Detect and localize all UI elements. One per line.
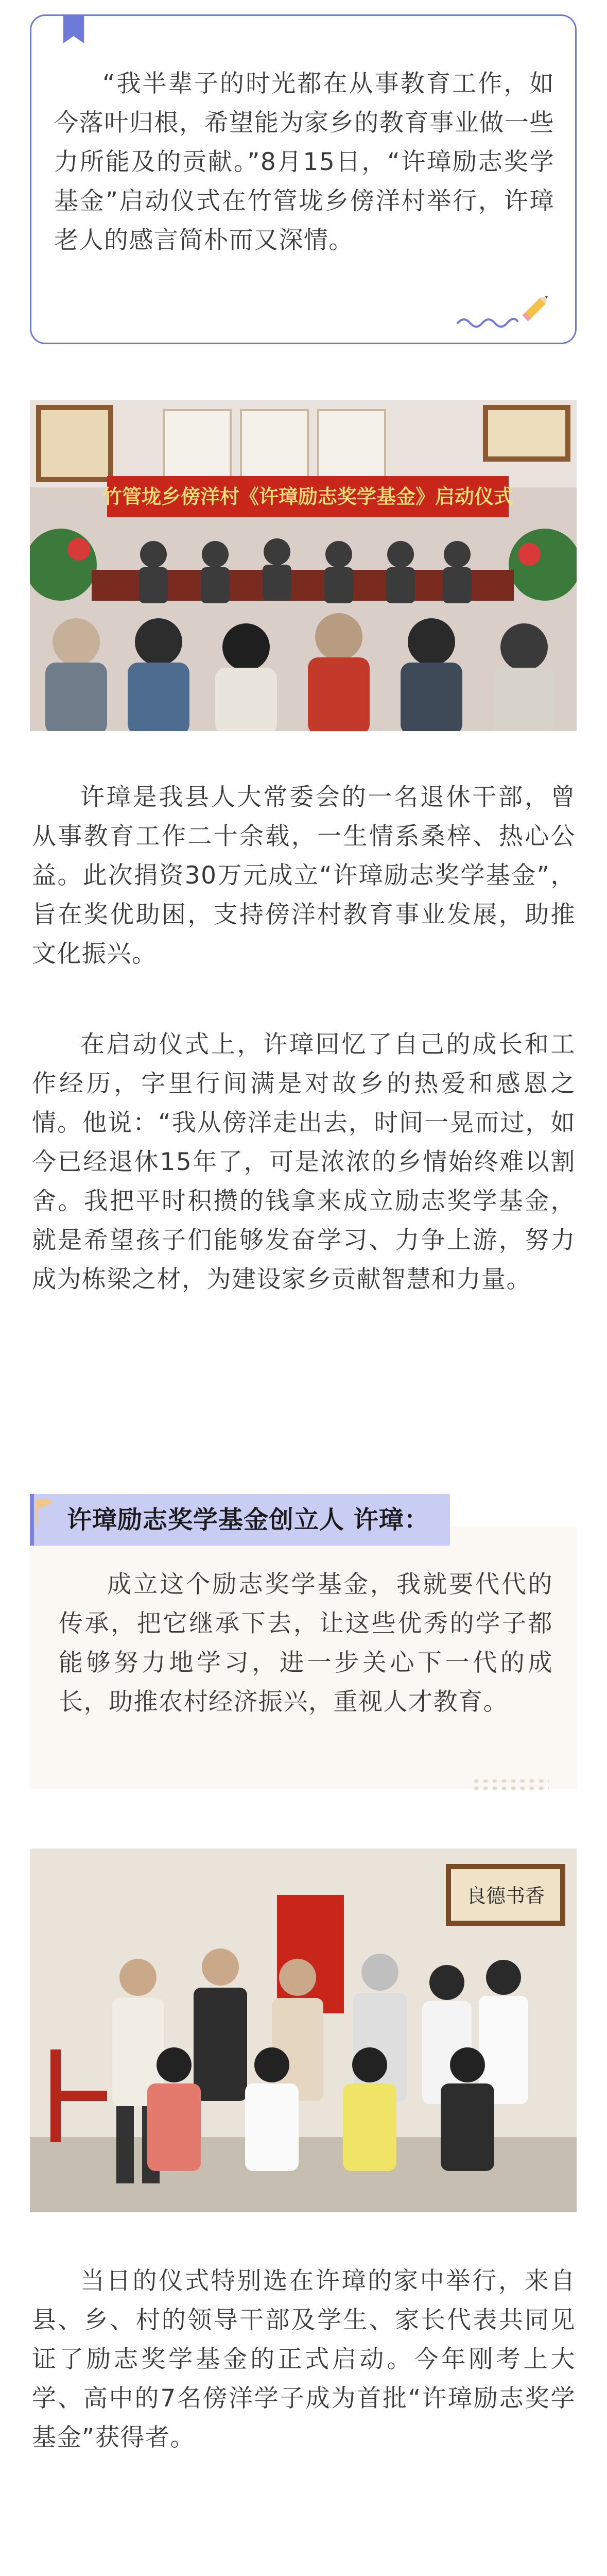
founder-quote-body [30, 1526, 577, 1789]
bookmark-icon [63, 14, 84, 43]
paragraph-1: 许璋是我县人大常委会的一名退休干部，曾从事教育工作二十余载，一生情系桑梓、热心公益。此次捐资30万元成立“许璋励志奖学基金”，旨在奖优助困，支持傍洋村教育事业发展，助推文化振兴。 [32, 783, 576, 968]
flag-icon [34, 1497, 55, 1528]
pencil-icon [518, 289, 554, 325]
intro-quote-box [30, 14, 577, 344]
founder-quote-text: 成立这个励志奖学基金，我就要代代的传承，把它继承下去，让这些优秀的学子都能够努力地学习，进一步关心下一代的成长，助推农村经济振兴，重视人才教育。 [59, 1570, 553, 1716]
paragraph-3: 当日的仪式特别选在许璋的家中举行，来自县、乡、村的领导干部及学生、家长代表共同见证了励志奖学基金的正式启动。今年刚考上大学、高中的7名傍洋学子成为首批“许璋励志奖学基金”获得者。 [32, 2267, 576, 2452]
squiggle-decoration [457, 314, 518, 329]
calligraphy-text: 良德书香 [466, 1885, 545, 1907]
founder-title-text: 许璋励志奖学基金创立人 许璋： [67, 1505, 429, 1534]
founder-title [30, 1494, 450, 1546]
ceremony-photo [30, 400, 577, 731]
group-photo [30, 1849, 577, 2212]
founder-quote-section [30, 1494, 577, 1793]
dots-decoration [472, 1777, 549, 1792]
banner-text: 竹管垅乡傍洋村《许璋励志奖学基金》启动仪式 [102, 485, 514, 508]
intro-text: “我半辈子的时光都在从事教育工作，如今落叶归根，希望能为家乡的教育事业做一些力所能及的贡献。”8月15日，“许璋励志奖学基金”启动仪式在竹管垅乡傍洋村举行，许璋老人的感言简朴而又深情。 [54, 70, 554, 255]
paragraph-2: 在启动仪式上，许璋回忆了自己的成长和工作经历，字里行间满是对故乡的热爱和感恩之情。他说：“我从傍洋走出去，时间一晃而过，如今已经退休15年了，可是浓浓的乡情始终难以割舍。我把平时积攒的钱拿来成立励志奖学基金，就是希望孩子们能够发奋学习、力争上游，努力成为栋梁之材，为建设家乡贡献智慧和力量。 [32, 1030, 576, 1294]
